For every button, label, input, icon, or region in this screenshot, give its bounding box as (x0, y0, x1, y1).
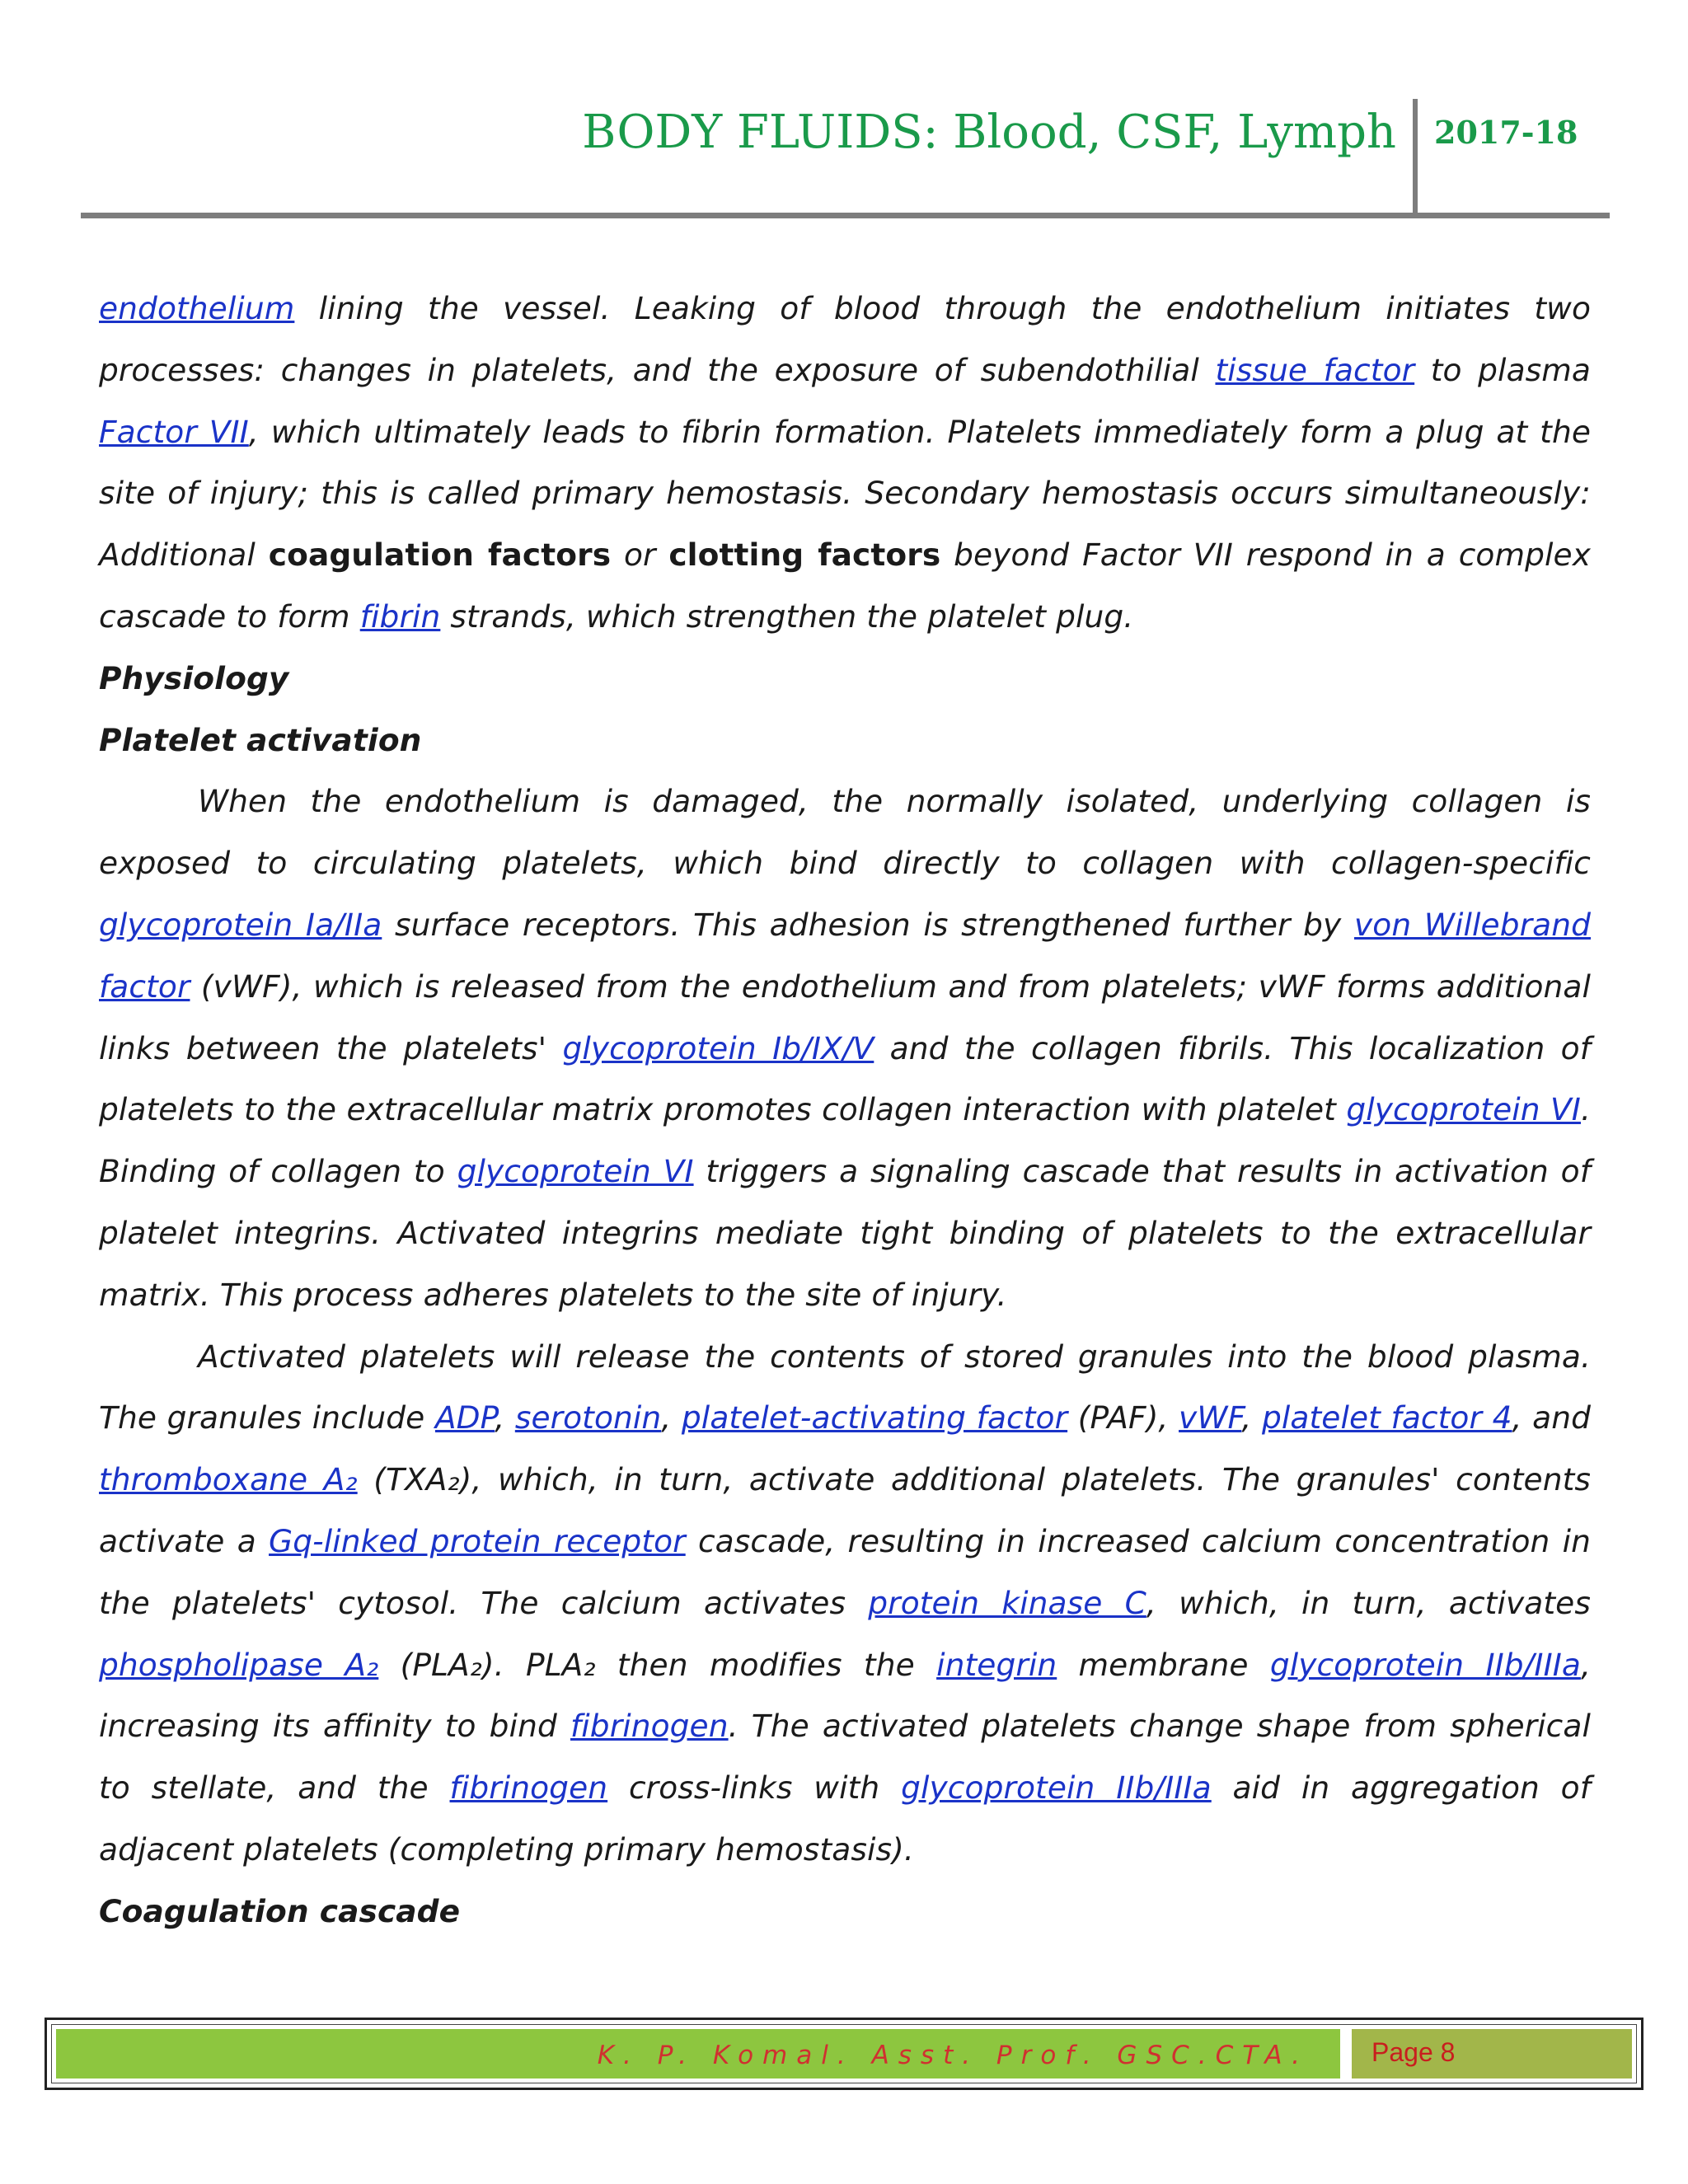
link-glycoprotein-iib-iiia[interactable]: glycoprotein IIb/IIIa (1269, 1646, 1581, 1683)
text-segment: When the endothelium is damaged, the normally isolated, underlying collagen is exposed to circulating platelets, which bind directly to collagen with collagen-specific (99, 783, 1591, 882)
text-segment: (TXA₂), which, in turn, activate additional platelets. The granules' contents activate a (99, 1461, 1592, 1559)
link-platelet-activating-factor[interactable]: platelet-activating factor (681, 1399, 1068, 1436)
link-glycoprotein-ia-iia[interactable]: glycoprotein Ia/IIa (99, 906, 382, 943)
footer-author: K. P. Komal. Asst. Prof. GSC.CTA. (597, 2041, 1309, 2070)
link-vwf[interactable]: vWF (1179, 1399, 1242, 1436)
text-segment: , and (1512, 1399, 1591, 1436)
term-coagulation-factors: coagulation factors (268, 537, 612, 574)
link-serotonin[interactable]: serotonin (514, 1399, 662, 1436)
page-body (99, 278, 1591, 1943)
header-title: BODY FLUIDS: Blood, CSF, Lymph (582, 105, 1396, 159)
text-segment: , (495, 1399, 515, 1436)
paragraph-hemostasis-intro (99, 278, 1591, 648)
link-von-willebrand-factor[interactable]: von Willebrand factor (99, 906, 1591, 1005)
paragraph-platelet-adhesion (99, 771, 1591, 1325)
link-glycoprotein-vi-2[interactable]: glycoprotein VI (457, 1153, 694, 1190)
link-tissue-factor[interactable]: tissue factor (1215, 351, 1415, 388)
term-clotting-factors: clotting factors (668, 537, 941, 574)
text-segment: (PLA₂). PLA₂ then modifies the (378, 1646, 937, 1683)
link-factor-vii[interactable]: Factor VII (99, 413, 249, 450)
text-segment: or (611, 537, 669, 574)
link-fibrinogen-2[interactable]: fibrinogen (449, 1769, 608, 1807)
text-segment: lining the vessel. Leaking of blood through the endothelium initiates two processes: changes in platelets, and the exposure of subendothilial (99, 290, 1591, 388)
text-segment: membrane (1057, 1646, 1270, 1683)
text-segment: to plasma (1414, 351, 1592, 388)
header-year: 2017-18 (1434, 114, 1578, 151)
link-thromboxane-a2[interactable]: thromboxane A₂ (99, 1461, 358, 1498)
link-gq-linked-protein-receptor[interactable]: Gq-linked protein receptor (269, 1522, 686, 1559)
link-phospholipase-a2[interactable]: phospholipase A₂ (99, 1646, 379, 1683)
link-adp[interactable]: ADP (434, 1399, 495, 1436)
text-segment: and the collagen fibrils. This localization of platelets to the extracellular matrix promotes collagen interaction with platelet (99, 1029, 1591, 1128)
text-segment: , increasing its affinity to bind (99, 1646, 1591, 1745)
text-segment: beyond Factor VII respond in a complex cascade to form (99, 537, 1591, 635)
text-segment: (PAF), (1067, 1399, 1179, 1436)
heading-platelet-activation: Platelet activation (99, 721, 422, 758)
text-segment: triggers a signaling cascade that results in activation of platelet integrins. Activated integrins mediate tight binding of platelets to the extracellular matrix. This process adheres platelets to the site of injury. (99, 1153, 1591, 1313)
link-glycoprotein-ib-ix-v[interactable]: glycoprotein Ib/IX/V (562, 1029, 874, 1066)
link-endothelium[interactable]: endothelium (99, 290, 295, 326)
text-segment: surface receptors. This adhesion is strengthened further by (382, 906, 1354, 943)
link-protein-kinase-c[interactable]: protein kinase C (868, 1584, 1146, 1621)
link-glycoprotein-iib-iiia-2[interactable]: glycoprotein IIb/IIIa (901, 1769, 1212, 1807)
link-platelet-factor-4[interactable]: platelet factor 4 (1261, 1399, 1512, 1436)
text-segment: Activated platelets will release the contents of stored granules into the blood plasma. The granules include (99, 1338, 1591, 1436)
text-segment: aid in aggregation of adjacent platelets (completing primary hemostasis). (99, 1769, 1592, 1868)
text-segment: , (1241, 1399, 1262, 1436)
text-segment: , which ultimately leads to fibrin formation. Platelets immediately form a plug at the site of injury; this is called primary hemostasis. Secondary hemostasis occurs simultaneously: Additional (99, 413, 1591, 574)
text-segment: (vWF), which is released from the endothelium and from platelets; vWF forms additional links between the platelets' (99, 968, 1591, 1066)
link-fibrinogen[interactable]: fibrinogen (570, 1708, 729, 1745)
text-segment: , (661, 1399, 682, 1436)
text-segment: strands, which strengthen the platelet plug. (440, 598, 1134, 635)
header-divider (1413, 99, 1418, 216)
heading-physiology: Physiology (99, 659, 289, 696)
heading-coagulation-cascade: Coagulation cascade (99, 1892, 461, 1929)
text-segment: cross-links with (607, 1769, 902, 1807)
link-fibrin[interactable]: fibrin (359, 598, 441, 635)
text-segment: . The activated platelets change shape from spherical to stellate, and the (99, 1708, 1591, 1807)
paragraph-platelet-release (99, 1326, 1591, 1881)
text-segment: . Binding of collagen to (99, 1091, 1591, 1190)
header-rule (81, 213, 1610, 218)
page-number: Page 8 (1372, 2037, 1456, 2067)
link-integrin[interactable]: integrin (936, 1646, 1057, 1683)
text-segment: , which, in turn, activates (1146, 1584, 1591, 1621)
link-glycoprotein-vi[interactable]: glycoprotein VI (1346, 1091, 1581, 1128)
text-segment: cascade, resulting in increased calcium concentration in the platelets' cytosol. The calcium activates (99, 1522, 1591, 1621)
